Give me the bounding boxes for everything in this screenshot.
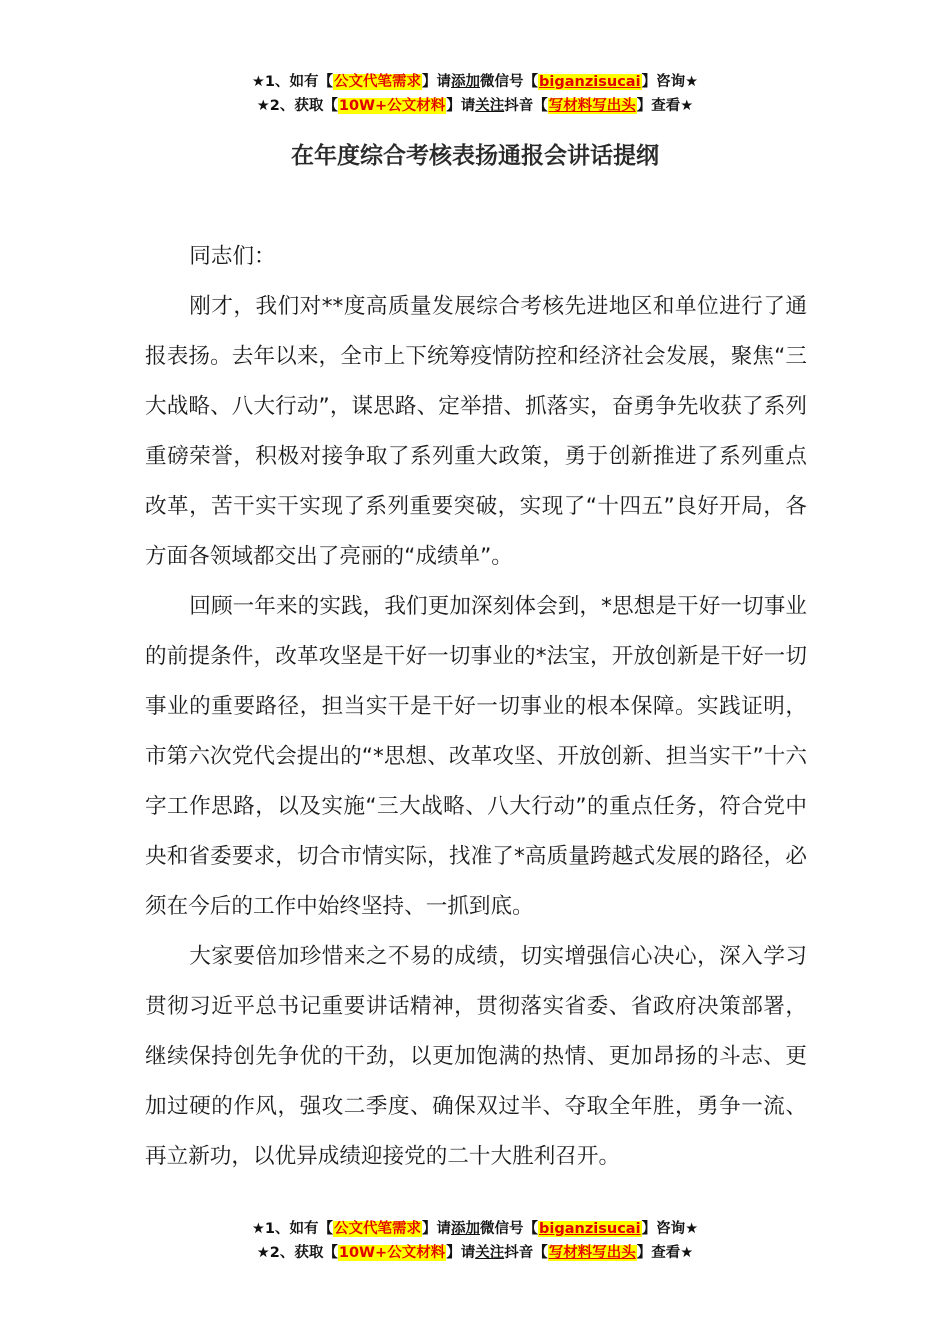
banner-underlined-text: 关注	[475, 1245, 505, 1261]
banner-text: 】咨询★	[641, 74, 699, 90]
banner-underlined-text: 添加	[451, 1221, 481, 1237]
banner-underlined-text: 添加	[451, 74, 481, 90]
banner-text: ★2、获取【	[256, 98, 338, 114]
banner-highlight: 10W+公文材料	[338, 1245, 446, 1261]
header-banner	[0, 70, 950, 118]
banner-text: 】请	[422, 74, 452, 90]
banner-text: 】查看★	[636, 1245, 694, 1261]
banner-highlight: 写材料写出头	[548, 98, 636, 114]
banner-text: ★1、如有【	[251, 74, 334, 90]
banner-highlight: biganzisucai	[539, 1221, 641, 1237]
banner-underlined-text: 关注	[475, 98, 505, 114]
banner-text: ★1、如有【	[251, 1221, 334, 1237]
banner-line-1	[0, 1217, 950, 1241]
salutation: 同志们：	[189, 244, 276, 269]
banner-highlight: 公文代笔需求	[334, 74, 422, 90]
banner-highlight: 写材料写出头	[548, 1245, 636, 1261]
banner-highlight: biganzisucai	[539, 74, 641, 90]
banner-text: 】请	[422, 1221, 452, 1237]
banner-text: 抖音【	[504, 1245, 548, 1261]
banner-text: ★2、获取【	[256, 1245, 338, 1261]
banner-text: 】请	[446, 98, 476, 114]
banner-text: 微信号【	[480, 1221, 539, 1237]
document-body	[145, 232, 807, 1182]
banner-line-2	[0, 1241, 950, 1265]
banner-text: 抖音【	[504, 98, 548, 114]
paragraph: 回顾一年来的实践，我们更加深刻体会到，*思想是干好一切事业的前提条件，改革攻坚是干好一切事业的*法宝，开放创新是干好一切事业的重要路径，担当实干是干好一切事业的根本保障。实践证明，市第六次党代会提出的“*思想、改革攻坚、开放创新、担当实干”十六字工作思路，以及实施“三大战略、八大行动”的重点任务，符合党中央和省委要求，切合市情实际，找准了*高质量跨越式发展的路径，必须在今后的工作中始终坚持、一抓到底。	[145, 594, 807, 919]
banner-line-2	[0, 94, 950, 118]
document-title: 在年度综合考核表扬通报会讲话提纲	[291, 143, 659, 169]
banner-highlight: 公文代笔需求	[334, 1221, 422, 1237]
banner-highlight: 10W+公文材料	[338, 98, 446, 114]
footer-banner	[0, 1217, 950, 1265]
paragraph: 大家要倍加珍惜来之不易的成绩，切实增强信心决心，深入学习贯彻习近平总书记重要讲话精神，贯彻落实省委、省政府决策部署，继续保持创先争优的干劲，以更加饱满的热情、更加昂扬的斗志、更加过硬的作风，强攻二季度、确保双过半、夺取全年胜，勇争一流、再立新功，以优异成绩迎接党的二十大胜利召开。	[145, 944, 807, 1169]
paragraph: 刚才，我们对**度高质量发展综合考核先进地区和单位进行了通报表扬。去年以来，全市上下统筹疫情防控和经济社会发展，聚焦“三大战略、八大行动”，谋思路、定举措、抓落实，奋勇争先收获了系列重磅荣誉，积极对接争取了系列重大政策，勇于创新推进了系列重点改革，苦干实干实现了系列重要突破，实现了“十四五”良好开局，各方面各领域都交出了亮丽的“成绩单”。	[145, 294, 807, 569]
banner-text: 】咨询★	[641, 1221, 699, 1237]
banner-text: 】请	[446, 1245, 476, 1261]
banner-line-1	[0, 70, 950, 94]
banner-text: 微信号【	[480, 74, 539, 90]
banner-text: 】查看★	[636, 98, 694, 114]
